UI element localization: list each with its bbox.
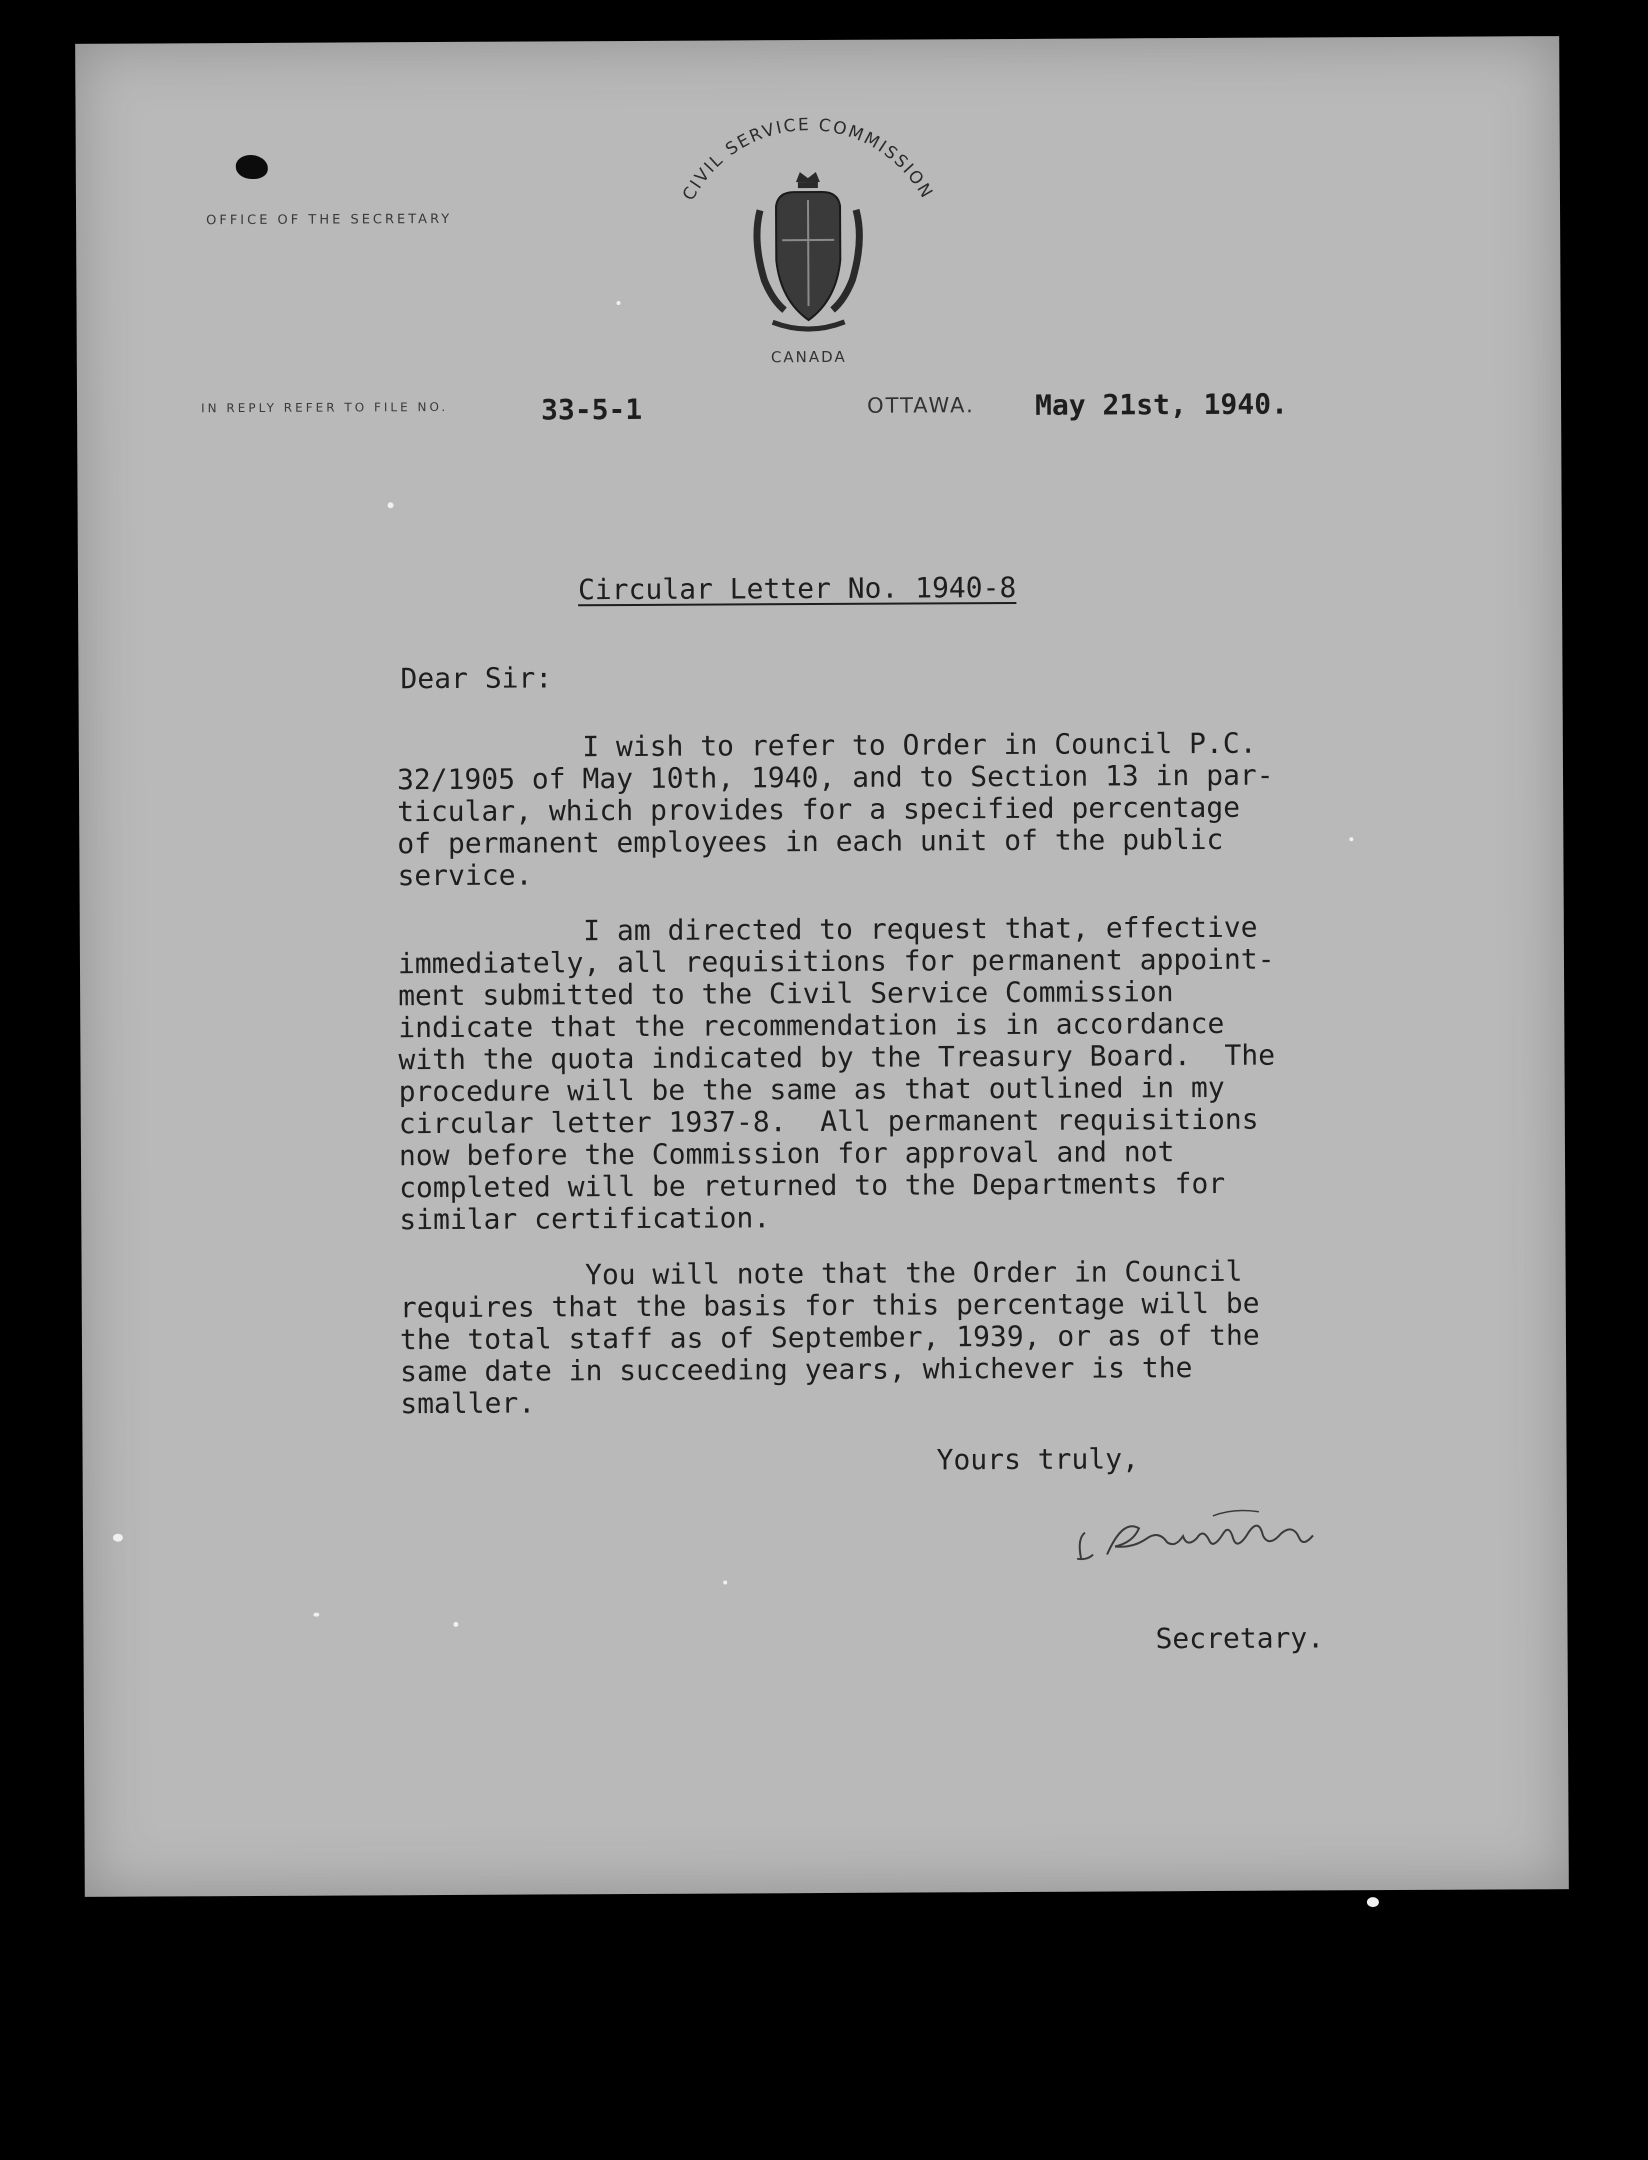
seal-arc-text: CIVIL SERVICE COMMISSION xyxy=(678,114,937,205)
city-label: OTTAWA. xyxy=(867,393,975,418)
office-label: OFFICE OF THE SECRETARY xyxy=(206,211,453,229)
paper-speck xyxy=(388,502,394,508)
paper-speck xyxy=(113,1534,123,1542)
paragraph-line: indicate that the recommendation is in accordance xyxy=(398,1006,1225,1045)
signer-title: Secretary. xyxy=(1155,1621,1325,1656)
paragraph-line: now before the Commission for approval and not xyxy=(398,1135,1175,1173)
paragraph-line: requires that the basis for this percentage will be xyxy=(399,1286,1260,1325)
letter-date: May 21st, 1940. xyxy=(1034,387,1289,422)
paper-speck xyxy=(453,1622,458,1627)
paragraph-line: ment submitted to the Civil Service Commission xyxy=(398,975,1174,1013)
paper-speck xyxy=(313,1613,319,1617)
paragraph-line: ticular, which provides for a specified percentage xyxy=(397,790,1241,829)
salutation: Dear Sir: xyxy=(400,661,553,696)
paragraph-line: I am directed to request that, effective xyxy=(397,910,1258,949)
file-number: 33-5-1 xyxy=(540,392,643,427)
commission-seal xyxy=(648,109,969,371)
letter-page xyxy=(75,36,1569,1897)
paragraph-line: You will note that the Order in Council xyxy=(399,1254,1243,1293)
paragraph-line: completed will be returned to the Departments for xyxy=(399,1166,1226,1205)
paper-speck xyxy=(617,301,621,305)
paragraph-line: circular letter 1937-8. All permanent requisitions xyxy=(398,1102,1259,1141)
handwritten-signature xyxy=(1063,1497,1333,1588)
paragraph-line: service. xyxy=(397,858,533,893)
paper-speck xyxy=(723,1581,727,1585)
letter-title: Circular Letter No. 1940-8 xyxy=(577,570,1017,607)
paragraph-line: procedure will be the same as that outlined in my xyxy=(398,1070,1225,1109)
paragraph-line: similar certification. xyxy=(399,1201,771,1237)
closing: Yours truly, xyxy=(936,1442,1139,1477)
paragraph-line: immediately, all requisitions for permanent appoint- xyxy=(397,942,1275,981)
paragraph-line: same date in succeeding years, whichever is the xyxy=(400,1351,1193,1389)
reply-file-label: IN REPLY REFER TO FILE NO. xyxy=(201,399,449,416)
paper-speck xyxy=(1367,1897,1379,1907)
body-paragraph xyxy=(398,912,1276,1237)
ink-blot xyxy=(236,155,268,179)
paragraph-line: I wish to refer to Order in Council P.C. xyxy=(396,726,1257,765)
paper-speck xyxy=(1349,837,1353,841)
body-paragraph xyxy=(397,728,1274,893)
paragraph-line: with the quota indicated by the Treasury Board. The xyxy=(398,1038,1276,1077)
paragraph-line: smaller. xyxy=(400,1386,536,1421)
body-paragraph xyxy=(400,1256,1261,1420)
coat-of-arms-icon xyxy=(757,172,860,330)
paragraph-line: of permanent employees in each unit of the public xyxy=(397,822,1224,861)
country-label: CANADA xyxy=(770,347,847,367)
paragraph-line: the total staff as of September, 1939, or as of the xyxy=(399,1318,1260,1357)
paragraph-line: 32/1905 of May 10th, 1940, and to Section 13 in par- xyxy=(396,758,1274,797)
